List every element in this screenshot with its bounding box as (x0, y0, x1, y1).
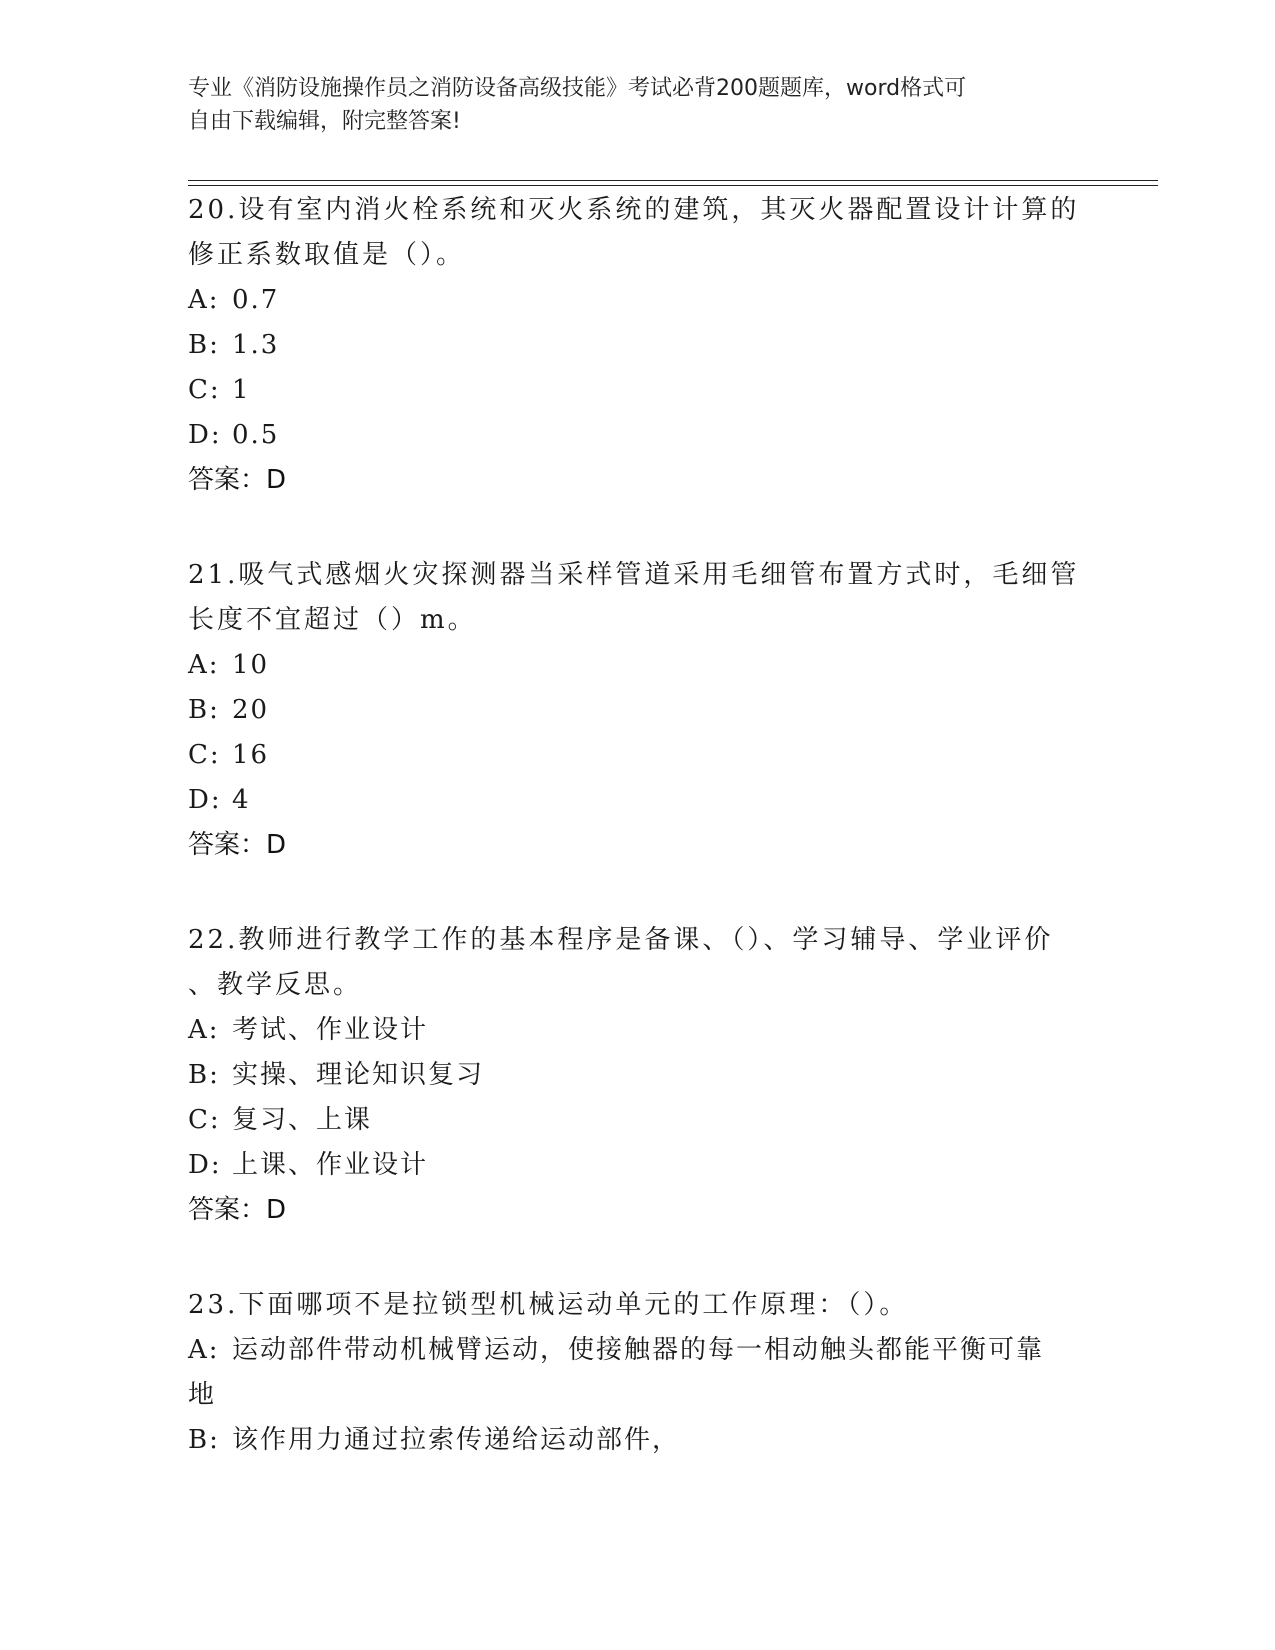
question-stem-line: 、教学反思。 (188, 970, 363, 1000)
answer-line: 答案：D (188, 830, 287, 860)
option-b (188, 323, 1088, 368)
option-text: 该作用力通过拉索传递给运动部件， (232, 1425, 681, 1455)
option-a (188, 1008, 1088, 1053)
option-d (188, 778, 1088, 823)
option-letter: B: (188, 1060, 220, 1090)
option-letter: D: (188, 1150, 222, 1180)
option-c (188, 733, 1088, 778)
option-text: 10 (232, 650, 270, 680)
question-20 (188, 188, 1088, 503)
question-stem-line: 21.吸气式感烟火灾探测器当采样管道采用毛细管布置方式时，毛细管 (188, 560, 1080, 590)
option-letter: D: (188, 785, 222, 815)
question-23 (188, 1283, 1088, 1463)
document-header (188, 72, 1068, 138)
option-a-continuation (188, 1373, 1088, 1418)
question-stem-line: 22.教师进行教学工作的基本程序是备课、（）、学习辅导、学业评价 (188, 925, 1054, 955)
option-letter: A: (188, 285, 220, 315)
option-letter: C: (188, 375, 221, 405)
option-text: 上课、作业设计 (232, 1150, 429, 1180)
option-text: 0.7 (232, 285, 280, 315)
option-letter: A: (188, 1335, 220, 1365)
question-stem-line: 20.设有室内消火栓系统和灭火系统的建筑，其灭火器配置设计计算的 (188, 195, 1080, 225)
question-stem-line: 修正系数取值是（）。 (188, 240, 466, 270)
option-b (188, 688, 1088, 733)
option-letter: D: (188, 420, 222, 450)
option-text: 实操、理论知识复习 (232, 1060, 485, 1090)
option-text: 1.3 (232, 330, 280, 360)
option-c (188, 1098, 1088, 1143)
question-22 (188, 918, 1088, 1233)
option-b (188, 1418, 1088, 1463)
option-text: 16 (232, 740, 270, 770)
answer-line: 答案：D (188, 1195, 287, 1225)
option-text: 地 (188, 1380, 217, 1410)
question-stem-line: 长度不宜超过（）m。 (188, 605, 477, 635)
question-stem-line: 23.下面哪项不是拉锁型机械运动单元的工作原理：（）。 (188, 1290, 909, 1320)
option-d (188, 413, 1088, 458)
option-text: 20 (232, 695, 270, 725)
option-letter: B: (188, 695, 220, 725)
option-text: 考试、作业设计 (232, 1015, 429, 1045)
option-a (188, 643, 1088, 688)
option-text: 4 (232, 785, 251, 815)
header-line-1: 专业《消防设施操作员之消防设备高级技能》考试必背200题题库，word格式可 (188, 76, 967, 101)
option-text: 0.5 (232, 420, 280, 450)
header-divider-bottom (188, 185, 1158, 186)
option-text: 复习、上课 (232, 1105, 373, 1135)
option-letter: C: (188, 1105, 221, 1135)
option-letter: A: (188, 1015, 220, 1045)
option-a (188, 1328, 1088, 1373)
option-letter: A: (188, 650, 220, 680)
option-text: 运动部件带动机械臂运动，使接触器的每一相动触头都能平衡可靠 (232, 1335, 1045, 1365)
question-21 (188, 553, 1088, 868)
option-c (188, 368, 1088, 413)
option-b (188, 1053, 1088, 1098)
option-text: 1 (232, 375, 251, 405)
option-a (188, 278, 1088, 323)
answer-line: 答案：D (188, 465, 287, 495)
option-letter: B: (188, 330, 220, 360)
option-d (188, 1143, 1088, 1188)
header-line-2: 自由下载编辑，附完整答案! (188, 109, 461, 134)
option-letter: B: (188, 1425, 220, 1455)
option-letter: C: (188, 740, 221, 770)
header-divider-top (188, 180, 1158, 181)
